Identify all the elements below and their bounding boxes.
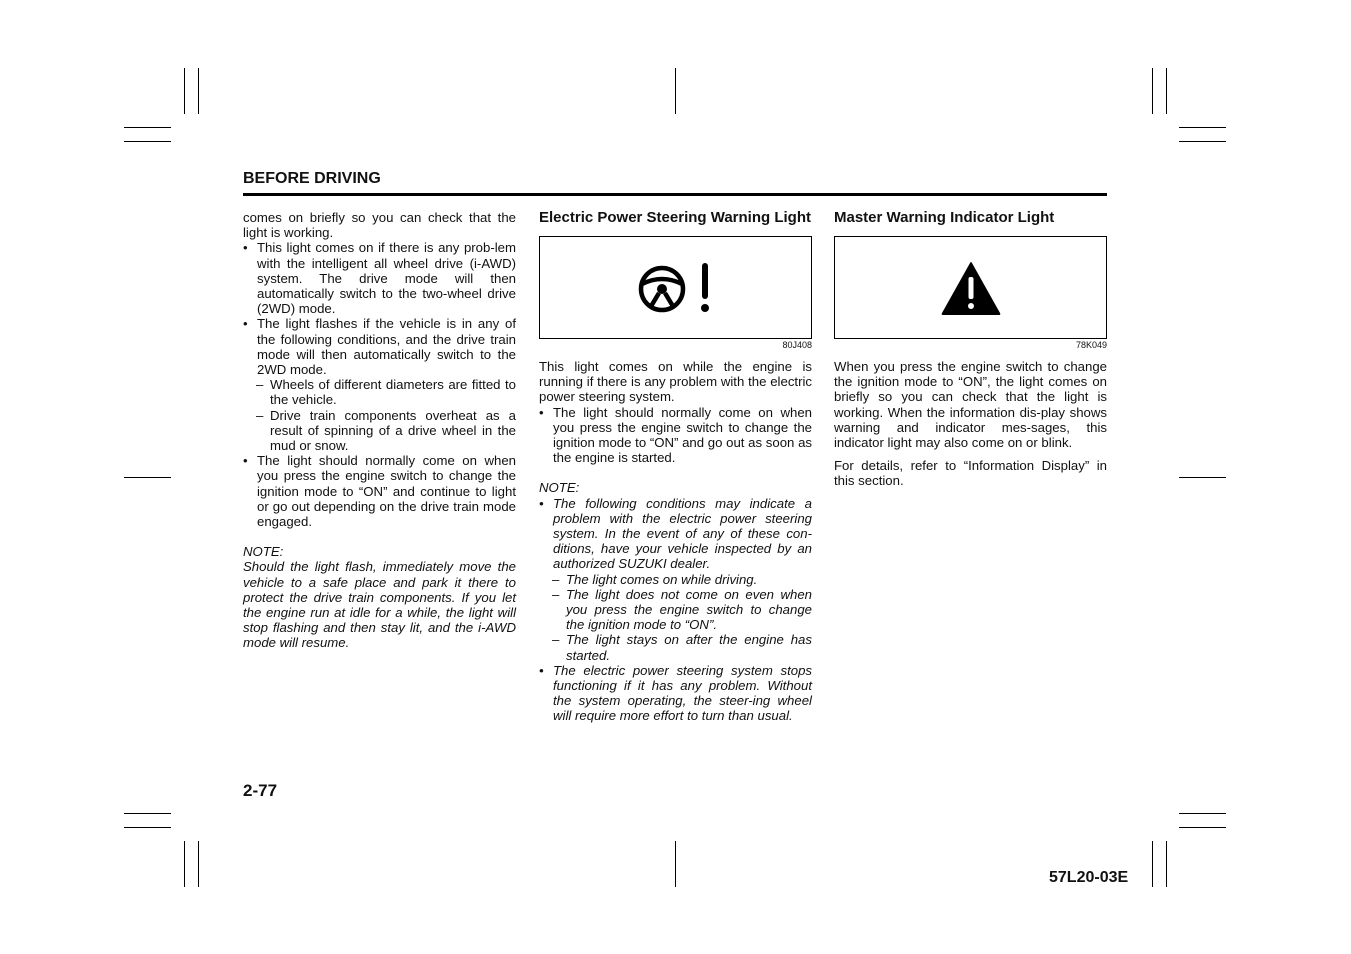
eps-figure-code: 80J408 (782, 340, 812, 350)
warning-triangle-icon (835, 237, 1107, 338)
col1-subitem-1: – Wheels of different diameters are fitted to the vehicle. (243, 377, 516, 407)
eps-body: This light comes on while the engine is running if there is any problem with the electric power steering system. (539, 359, 812, 405)
page-number: 2-77 (243, 781, 278, 800)
column-2 (539, 210, 812, 724)
header-rule (243, 193, 1107, 196)
column-3 (834, 210, 1107, 489)
eps-bullet-1: • The light should normally come on when you press the engine switch to change the ignition mode to “ON” and go out as soon as the engine is started. (539, 405, 812, 466)
col1-note-text: Should the light flash, immediately move the vehicle to a safe place and park it there to protect the drive train components. If you let the engine run at idle for a while, the light will stop flashing and then stay lit, and the i-AWD mode will resume. (243, 559, 516, 651)
eps-note-subitem-2: – The light does not come on even when you press the engine switch to change the ignition mode to “ON”. (539, 587, 812, 633)
eps-figure (539, 236, 812, 339)
eps-heading: Electric Power Steering Warning Light (539, 209, 811, 226)
eps-note-bullet-1: • The following conditions may indicate a problem with the electric power steering system. In the event of any of these con-ditions, have your vehicle inspected by an authorized SUZUKI dealer. (539, 496, 812, 572)
master-warning-para-2: For details, refer to “Information Display” in this section. (834, 458, 1107, 489)
master-warning-para-1: When you press the engine switch to change the ignition mode to “ON”, the light comes on briefly so you can check that the light is working. When the information dis-play shows warning and indicator mes-sages, this indicator light may also come on or blink. (834, 359, 1107, 451)
document-code: 57L20-03E (1049, 869, 1129, 886)
steering-wheel-exclamation-icon (540, 237, 812, 338)
eps-note-label: NOTE: (539, 480, 580, 496)
eps-note-bullet-2: • The electric power steering system stops functioning if it has any problem. Without the system operating, the steer-ing wheel will require more effort to turn than usual. (539, 663, 812, 724)
col1-bullet-3: • The light should normally come on when you press the engine switch to change the ignition mode to “ON” and continue to light or go out depending on the drive train mode engaged. (243, 453, 516, 529)
col1-bullet-2: • The light flashes if the vehicle is in any of the following conditions, and the drive train mode will then automatically switch to the 2WD mode. (243, 316, 516, 377)
master-warning-figure-code: 78K049 (1075, 340, 1107, 350)
eps-note-subitem-1: – The light comes on while driving. (539, 572, 812, 587)
eps-note-subitem-3: – The light stays on after the engine has started. (539, 632, 812, 662)
col1-subitem-2: – Drive train components overheat as a result of spinning of a drive wheel in the mud or snow. (243, 408, 516, 454)
section-title: BEFORE DRIVING (243, 170, 381, 187)
column-1 (243, 210, 516, 651)
master-warning-heading: Master Warning Indicator Light (834, 209, 1055, 226)
col1-bullet-1: • This light comes on if there is any prob-lem with the intelligent all wheel drive (i-AWD) system. The drive mode will then automatically switch to the two-wheel drive (2WD) mode. (243, 240, 516, 316)
col1-intro: comes on briefly so you can check that the light is working. (243, 210, 516, 241)
col1-note-label: NOTE: (243, 544, 284, 560)
master-warning-figure (834, 236, 1107, 339)
